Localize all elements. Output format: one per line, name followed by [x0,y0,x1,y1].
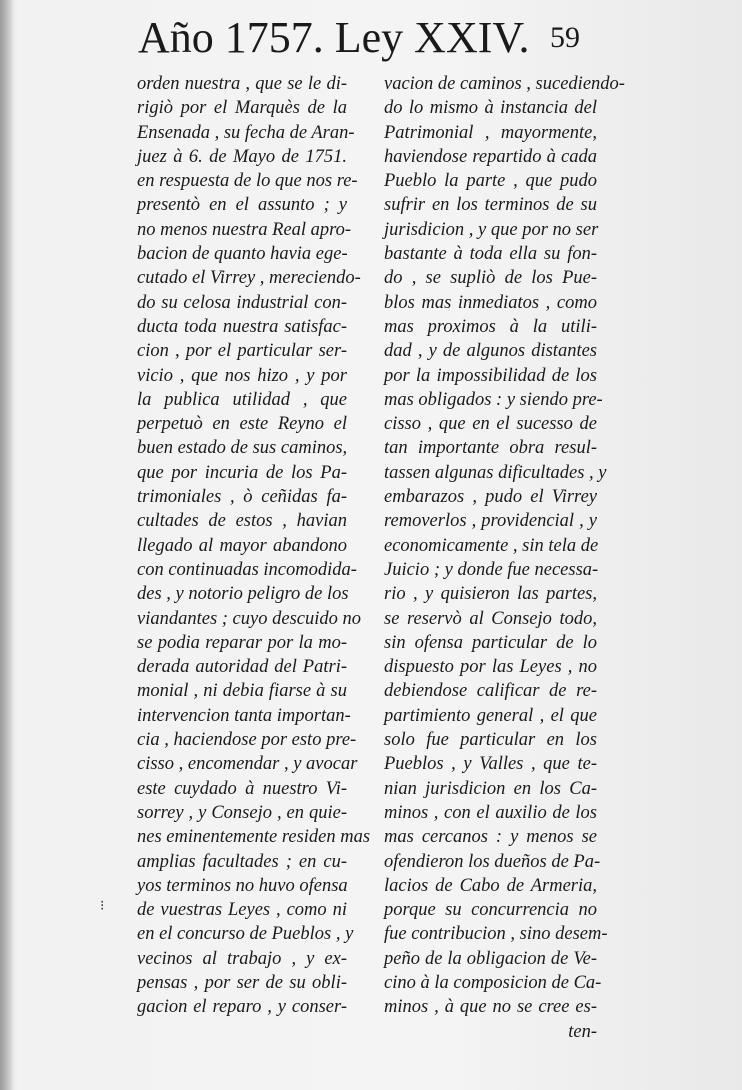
text-line: bastante à toda ella su fon- [384,244,597,265]
text-line: cultades de estos , havian [137,511,347,532]
text-line: de vuestras Leyes , como ni [137,900,347,921]
text-line: debiendose calificar de re- [384,681,597,702]
text-line: minos , à que no se cree es- [384,997,597,1018]
text-line: do lo mismo à instancia del [384,98,597,119]
text-line: tassen algunas dificultades , y [384,462,607,483]
text-line: nes eminentemente residen mas [137,827,371,848]
text-line: peño de la obligacion de Ve- [384,948,597,969]
text-line: orden nuestra , que se le di- [137,74,347,94]
text-line: gacion el reparo , y conser- [137,997,347,1018]
text-line: blos mas inmediatos , como [384,292,597,313]
text-line: lacios de Cabo de Armeria, [384,875,597,896]
text-line: trimoniales , ò ceñidas fa- [137,487,347,508]
text-line: Pueblo la parte , que pudo [384,171,597,192]
text-line: do , se supliò de los Pue- [384,268,597,289]
text-line: llegado al mayor abandono [137,535,347,556]
text-line: vacion de caminos , sucediendo- [384,74,625,94]
text-line: en respuesta de lo que nos re- [137,171,358,192]
text-line: removerlos , providencial , y [384,511,597,532]
text-line: haviendose repartido à cada [384,146,597,167]
text-line: Ensenada , su fecha de Aran- [137,122,355,143]
text-line: se podia reparar por la mo- [137,632,347,653]
text-line: Juicio ; y donde fue necessa- [384,559,599,580]
text-line: que por incuria de los Pa- [137,462,347,483]
left-column [137,72,371,1020]
text-line: bacion de quanto havia ege- [137,244,348,265]
text-line: no menos nuestra Real apro- [137,219,352,240]
text-line: nian jurisdicion en los Ca- [384,778,597,799]
text-line: amplias facultades ; en cu- [137,851,347,872]
text-line: cutado el Virrey , mereciendo- [137,268,361,289]
text-line: se reservò al Consejo todo, [384,608,597,629]
text-line: sorrey , y Consejo , en quie- [137,802,347,823]
text-line: vecinos al trabajo , y ex- [137,948,347,969]
text-line: presentò en el assunto ; y [137,195,347,216]
text-line: la publica utilidad , que [137,389,347,410]
text-line: des , y notorio peligro de los [137,584,349,605]
text-line: con continuadas incomodida- [137,559,357,580]
text-line: vicio , que nos hizo , y por [137,365,347,386]
text-line: porque su concurrencia no [384,900,597,921]
text-line: intervencion tanta importan- [137,705,351,726]
text-line: sin ofensa particular de lo [384,632,597,653]
page-number: 59 [550,21,580,54]
text-line: economicamente , sin tela de [384,535,599,556]
text-line: derada autoridad del Patri- [137,657,347,678]
text-line: solo fue particular en los [384,730,597,751]
text-line: mas cercanos : y menos se [384,827,597,848]
text-line: Patrimonial , mayormente, [384,122,597,143]
text-line: tan importante obra resul- [384,438,597,459]
text-line: cion , por el particular ser- [137,341,347,362]
text-line: mas obligados : y siendo pre- [384,389,603,410]
text-line: yos terminos no huvo ofensa [137,875,348,896]
text-line: do su celosa industrial con- [137,292,347,313]
text-line: Pueblos , y Valles , que te- [384,754,597,775]
margin-mark: ⁝ [100,899,105,914]
page-header [0,8,742,68]
text-line: cisso , que en el sucesso de [384,414,597,435]
text-line: fue contribucion , sino desem- [384,924,608,945]
text-line: por la impossibilidad de los [384,365,597,386]
text-line: mas proximos à la utili- [384,316,597,337]
text-line: viandantes ; cuyo descuido no [137,608,361,629]
text-line: ten- [568,1021,597,1042]
text-line: rigiò por el Marquès de la [137,98,347,119]
text-line: dad , y de algunos distantes [384,341,597,362]
text-line: pensas , por ser de su obli- [137,972,347,993]
text-line: cia , haciendose por esto pre- [137,730,357,751]
text-line: en el concurso de Pueblos , y [137,924,354,945]
text-line: rio , y quisieron las partes, [384,584,597,605]
text-line: cino à la composicion de Ca- [384,972,602,993]
text-line: dispuesto por las Leyes , no [384,657,597,678]
text-line: perpetuò en este Reyno el [137,414,347,435]
text-line: ofendieron los dueños de Pa- [384,851,601,872]
text-line: minos , con el auxilio de los [384,802,597,823]
text-line: juez à 6. de Mayo de 1751. [137,146,347,167]
text-line: este cuydado à nuestro Vi- [137,778,347,799]
running-title: Año 1757. Ley XXIV. [138,13,530,62]
text-line: ducta toda nuestra satisfac- [137,316,347,337]
text-line: partimiento general , el que [384,705,597,726]
text-line: buen estado de sus caminos, [137,438,348,459]
text-line: embarazos , pudo el Virrey [384,487,597,508]
text-line: jurisdicion , y que por no ser [384,219,599,240]
text-line: sufrir en los terminos de su [384,195,597,216]
text-line: monial , ni debia fiarse à su [137,681,347,702]
gutter-shadow [0,0,14,1090]
right-column [384,72,625,1044]
text-line: cisso , encomendar , y avocar [137,754,358,775]
